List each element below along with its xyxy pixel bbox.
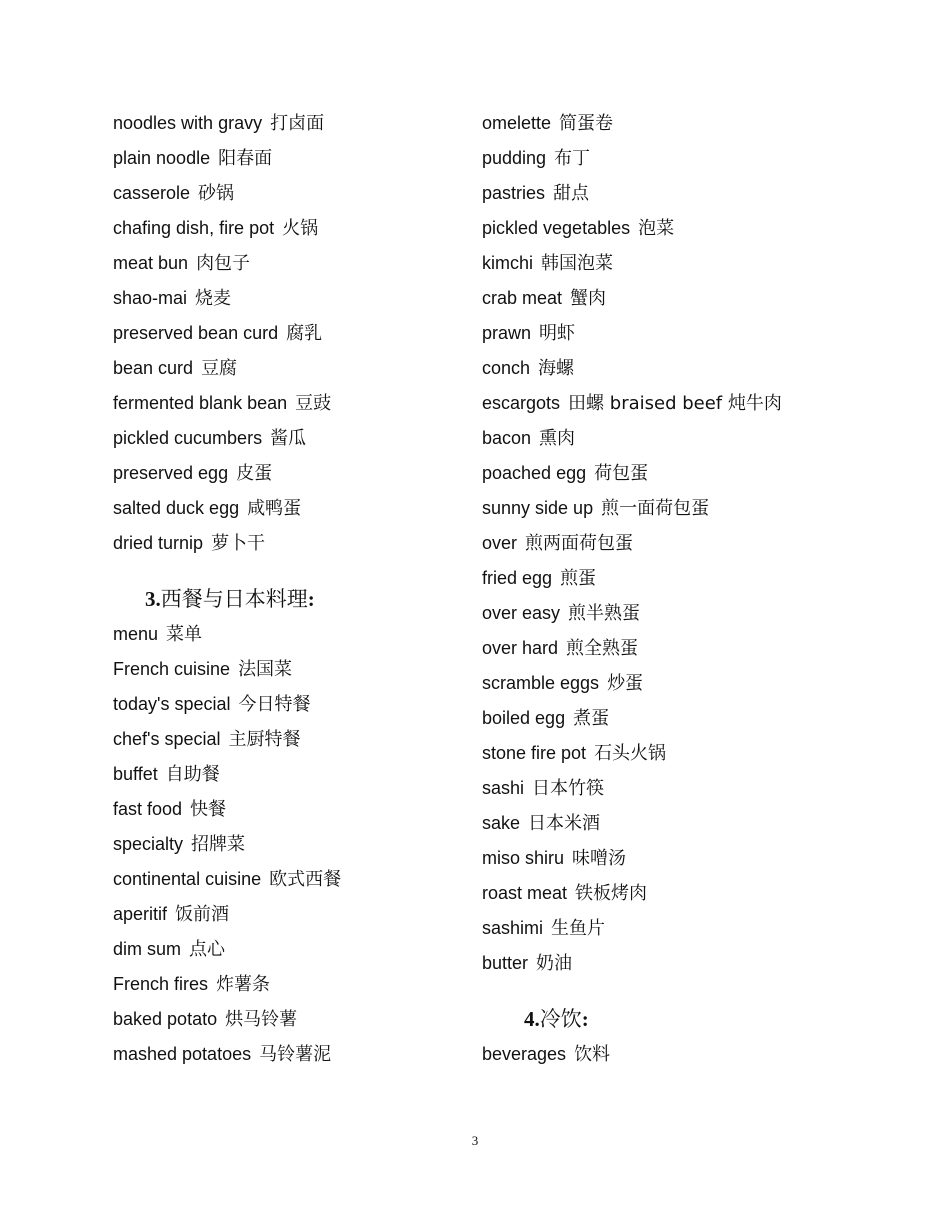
english-term: scramble eggs <box>482 673 600 693</box>
english-term: prawn <box>482 323 532 343</box>
vocab-entry <box>113 897 458 932</box>
right-column <box>482 106 822 1072</box>
vocab-entry <box>113 176 458 211</box>
chinese-term: 日本米酒 <box>528 813 601 834</box>
chinese-term: 日本竹筷 <box>532 778 605 799</box>
chinese-term: 炸薯条 <box>216 974 271 995</box>
english-term: conch <box>482 358 531 378</box>
chinese-term: 炒蛋 <box>607 673 644 694</box>
english-term: roast meat <box>482 883 568 903</box>
chinese-term: 咸鸭蛋 <box>247 498 302 519</box>
english-term: pudding <box>482 148 547 168</box>
english-term: butter <box>482 953 529 973</box>
chinese-term: 煎全熟蛋 <box>566 638 639 659</box>
vocab-entry <box>482 176 822 211</box>
vocab-entry <box>482 771 822 806</box>
vocab-entry <box>113 1037 458 1072</box>
section-heading-western-japanese <box>113 581 458 617</box>
english-term: omelette <box>482 113 552 133</box>
english-term: chafing dish, fire pot <box>113 218 275 238</box>
chinese-term: 欧式西餐 <box>269 869 342 890</box>
chinese-term: 荷包蛋 <box>594 463 649 484</box>
vocab-entry <box>113 827 458 862</box>
heading-colon: : <box>581 1007 589 1031</box>
english-term: specialty <box>113 834 184 854</box>
english-term: chef's special <box>113 729 221 749</box>
vocab-entry <box>113 351 458 386</box>
vocab-entry <box>482 141 822 176</box>
chinese-term: 菜单 <box>166 624 203 645</box>
vocab-entry <box>113 456 458 491</box>
vocab-entry <box>113 106 458 141</box>
vocab-entry <box>482 421 822 456</box>
heading-text: 西餐与日本料理 <box>160 587 308 611</box>
heading-text: 冷饮 <box>539 1007 582 1031</box>
chinese-term: 阳春面 <box>218 148 273 169</box>
vocab-entry <box>113 281 458 316</box>
english-term: fried egg <box>482 568 553 588</box>
chinese-term: 明虾 <box>539 323 576 344</box>
vocab-entry <box>482 666 822 701</box>
vocab-entry <box>113 792 458 827</box>
english-term: sunny side up <box>482 498 594 518</box>
vocab-entry <box>113 526 458 561</box>
chinese-term: 味噌汤 <box>572 848 627 869</box>
vocab-entry <box>482 806 822 841</box>
chinese-term: 肉包子 <box>196 253 251 274</box>
chinese-term: 煮蛋 <box>573 708 610 729</box>
vocab-entry <box>113 1002 458 1037</box>
english-term: escargots <box>482 393 561 413</box>
english-term: over <box>482 533 518 553</box>
vocab-entry <box>482 911 822 946</box>
english-term: French fires <box>113 974 209 994</box>
vocab-entry <box>482 736 822 771</box>
english-term: sake <box>482 813 521 833</box>
page-number: 3 <box>471 1133 479 1148</box>
english-term: noodles with gravy <box>113 113 263 133</box>
chinese-term: 生鱼片 <box>551 918 606 939</box>
chinese-term: 煎两面荷包蛋 <box>525 533 634 554</box>
english-term: aperitif <box>113 904 168 924</box>
chinese-term: 海螺 <box>538 358 575 379</box>
right-entries-a <box>482 106 822 981</box>
english-term: pastries <box>482 183 546 203</box>
vocab-entry <box>482 456 822 491</box>
vocab-entry <box>482 316 822 351</box>
vocab-entry <box>113 722 458 757</box>
english-term: shao-mai <box>113 288 188 308</box>
chinese-term: 奶油 <box>536 953 573 974</box>
left-entries-b <box>113 617 458 1072</box>
english-term: fermented blank bean <box>113 393 288 413</box>
vocab-entry <box>482 386 822 421</box>
english-term: beverages <box>482 1044 567 1064</box>
vocab-entry <box>113 491 458 526</box>
english-term: over hard <box>482 638 559 658</box>
english-term: sashimi <box>482 918 544 938</box>
chinese-term: 招牌菜 <box>191 834 246 855</box>
chinese-term: 烘马铃薯 <box>225 1009 298 1030</box>
chinese-term: 点心 <box>189 939 226 960</box>
vocab-entry <box>482 1037 822 1072</box>
vocab-entry <box>113 652 458 687</box>
vocab-entry <box>113 421 458 456</box>
chinese-term: 砂锅 <box>198 183 235 204</box>
chinese-term: 甜点 <box>553 183 590 204</box>
english-term: miso shiru <box>482 848 565 868</box>
vocab-entry <box>482 561 822 596</box>
section-heading-cold-drinks <box>482 1001 822 1037</box>
heading-number: 4. <box>524 1007 540 1031</box>
english-term: pickled vegetables <box>482 218 631 238</box>
vocab-entry <box>113 246 458 281</box>
chinese-term: 豆豉 <box>295 393 332 414</box>
english-term: meat bun <box>113 253 189 273</box>
vocab-entry <box>482 701 822 736</box>
chinese-term: 煎一面荷包蛋 <box>601 498 710 519</box>
heading-colon: : <box>307 587 315 611</box>
left-column <box>113 106 458 1072</box>
chinese-term: 打卤面 <box>270 113 325 134</box>
vocab-entry <box>113 862 458 897</box>
chinese-term: 石头火锅 <box>594 743 667 764</box>
heading-number: 3. <box>145 587 161 611</box>
vocab-entry <box>482 946 822 981</box>
english-term: dim sum <box>113 939 182 959</box>
vocab-entry <box>482 106 822 141</box>
english-term: poached egg <box>482 463 587 483</box>
english-term: casserole <box>113 183 191 203</box>
english-term: crab meat <box>482 288 563 308</box>
english-term: baked potato <box>113 1009 218 1029</box>
english-term: fast food <box>113 799 183 819</box>
chinese-term: 酱瓜 <box>270 428 307 449</box>
chinese-term: 铁板烤肉 <box>575 883 648 904</box>
chinese-term: 饭前酒 <box>175 904 230 925</box>
vocab-entry <box>482 631 822 666</box>
chinese-term: 豆腐 <box>201 358 238 379</box>
english-term: boiled egg <box>482 708 566 728</box>
vocab-entry <box>482 876 822 911</box>
vocab-entry <box>113 932 458 967</box>
chinese-term: 皮蛋 <box>236 463 273 484</box>
chinese-term: 煎半熟蛋 <box>568 603 641 624</box>
english-term: buffet <box>113 764 158 784</box>
english-term: kimchi <box>482 253 534 273</box>
chinese-term: 火锅 <box>282 218 319 239</box>
chinese-term: 煎蛋 <box>560 568 597 589</box>
vocab-entry <box>113 316 458 351</box>
vocab-entry <box>482 211 822 246</box>
vocab-entry <box>482 246 822 281</box>
vocab-entry <box>113 757 458 792</box>
vocab-entry <box>113 386 458 421</box>
vocab-entry <box>482 841 822 876</box>
english-term: bacon <box>482 428 532 448</box>
chinese-term: 法国菜 <box>238 659 293 680</box>
english-term: stone fire pot <box>482 743 587 763</box>
chinese-term: 烧麦 <box>195 288 232 309</box>
vocab-entry <box>113 967 458 1002</box>
vocab-entry <box>482 596 822 631</box>
chinese-term: 萝卜干 <box>211 533 266 554</box>
chinese-term: 蟹肉 <box>570 288 607 309</box>
english-term: mashed potatoes <box>113 1044 252 1064</box>
english-term: French cuisine <box>113 659 231 679</box>
english-term: continental cuisine <box>113 869 262 889</box>
vocab-entry <box>482 526 822 561</box>
vocab-entry <box>482 351 822 386</box>
chinese-term: 简蛋卷 <box>559 113 614 134</box>
chinese-term: 泡菜 <box>638 218 675 239</box>
english-term: over easy <box>482 603 561 623</box>
chinese-term: 马铃薯泥 <box>259 1044 332 1065</box>
english-term: preserved bean curd <box>113 323 279 343</box>
chinese-term: 腐乳 <box>286 323 323 344</box>
left-entries-a <box>113 106 458 561</box>
right-entries-b <box>482 1037 822 1072</box>
chinese-term: 韩国泡菜 <box>541 253 614 274</box>
chinese-term: 快餐 <box>190 799 227 820</box>
chinese-term: 今日特餐 <box>238 694 311 715</box>
chinese-term: 饮料 <box>574 1044 611 1065</box>
chinese-term: 自助餐 <box>165 764 220 785</box>
chinese-term: 熏肉 <box>539 428 576 449</box>
chinese-term: 主厨特餐 <box>228 729 301 750</box>
english-term: bean curd <box>113 358 194 378</box>
vocab-entry <box>113 141 458 176</box>
english-term: today's special <box>113 694 231 714</box>
vocab-entry <box>482 491 822 526</box>
vocab-entry <box>482 281 822 316</box>
english-term: salted duck egg <box>113 498 240 518</box>
english-term: plain noodle <box>113 148 211 168</box>
english-term: menu <box>113 624 159 644</box>
english-term: preserved egg <box>113 463 229 483</box>
vocab-entry <box>113 211 458 246</box>
vocab-entry <box>113 617 458 652</box>
chinese-term: 田螺 braised beef 炖牛肉 <box>568 393 782 414</box>
chinese-term: 布丁 <box>554 148 591 169</box>
vocab-entry <box>113 687 458 722</box>
english-term: dried turnip <box>113 533 204 553</box>
english-term: pickled cucumbers <box>113 428 263 448</box>
english-term: sashi <box>482 778 525 798</box>
